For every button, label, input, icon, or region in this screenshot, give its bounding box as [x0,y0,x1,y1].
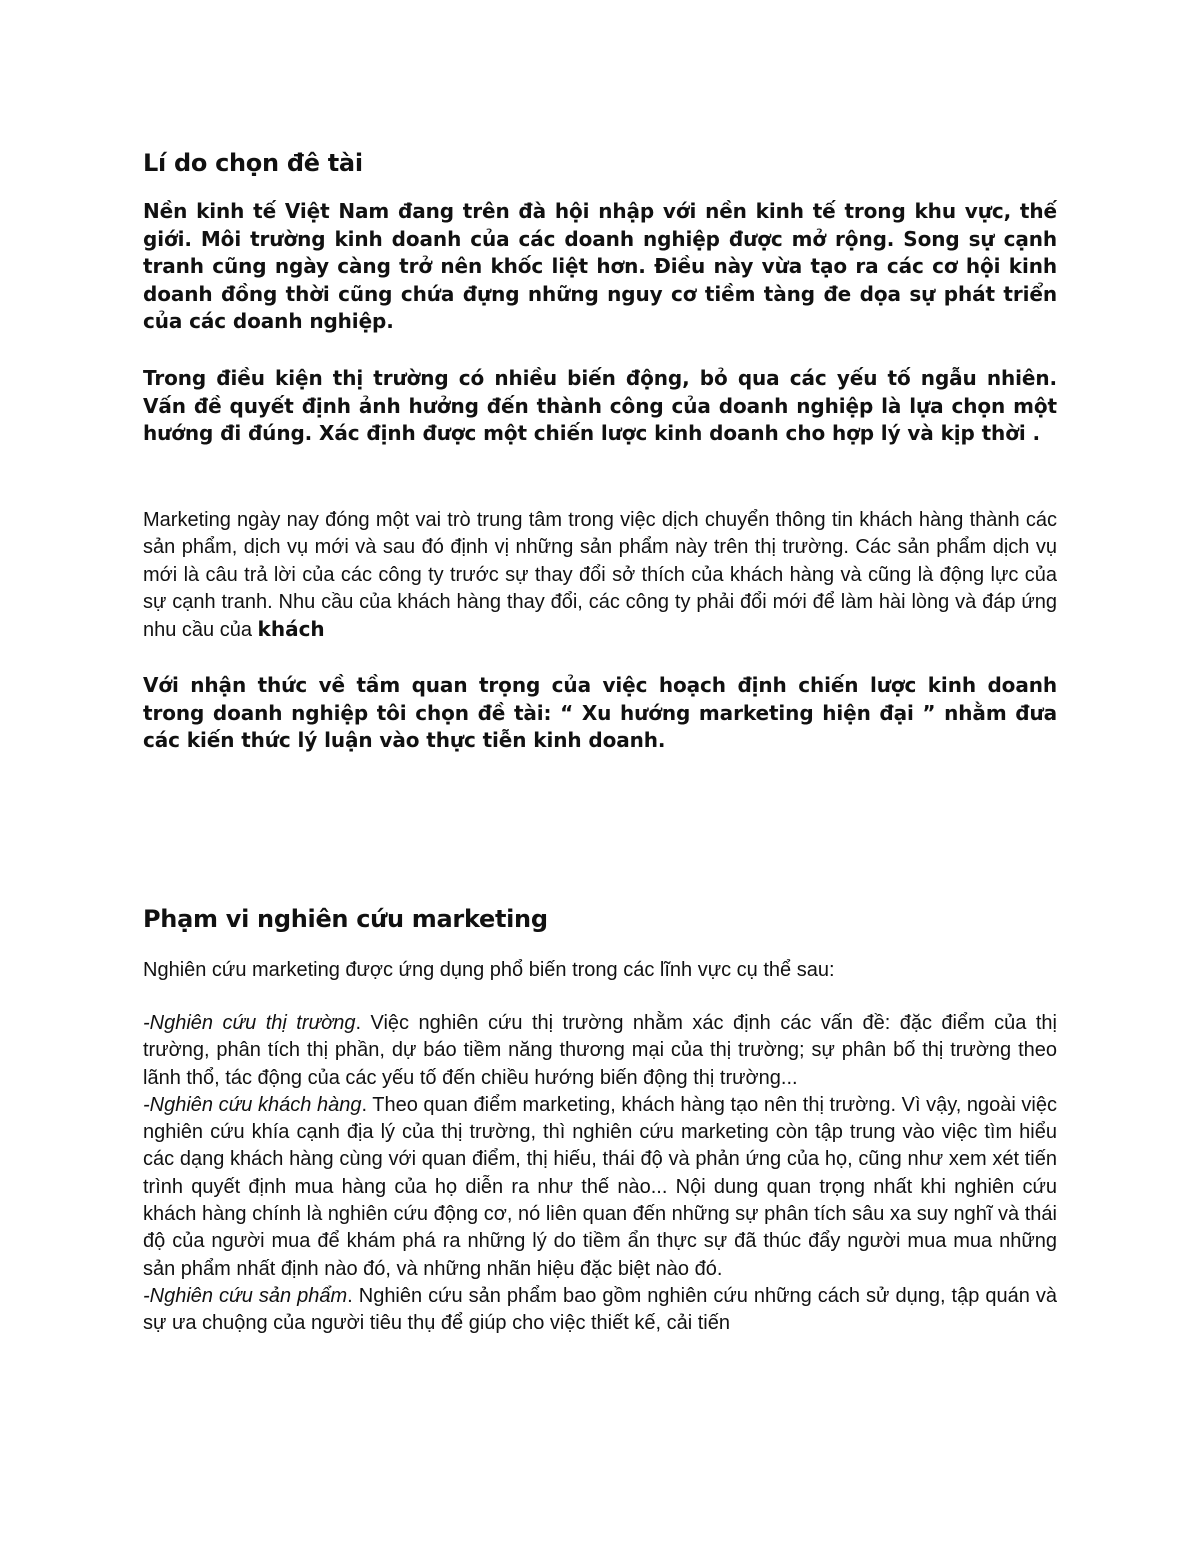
list-item-label: -Nghiên cứu thị trường [143,1012,356,1034]
paragraph-scope-intro: Nghiên cứu marketing được ứng dụng phổ biến trong các lĩnh vực cụ thể sau: [143,959,835,981]
paragraph-marketing-role [143,507,1057,644]
paragraph-topic-choice: Với nhận thức về tầm quan trọng của việc hoạch định chiến lược kinh doanh trong doanh nghiệp tôi chọn đề tài: “ Xu hướng marketing hiện đại ” nhằm đưa các kiến thức lý luận vào thực tiễn kinh doanh. [143,673,1057,752]
list-item-text: . Việc nghiên cứu thị trường nhằm xác định các vấn đề: đặc điểm của thị trường, phân tích thị phần, dự báo tiềm năng thương mại của thị trường; sự phân bố thị trường theo lãnh thổ, tác động của các yếu tố đến chiều hướng biến động thị trường... [143,1012,1057,1089]
paragraph-marketing-role-bold-tail: khách [257,617,325,642]
paragraph-economy: Nền kinh tế Việt Nam đang trên đà hội nhập với nền kinh tế trong khu vực, thế giới. Môi trường kinh doanh của các doanh nghiệp được mở rộng. Song sự cạnh tranh cũng ngày càng trở nên khốc liệt hơn. Điều này vừa tạo ra các cơ hội kinh doanh đồng thời cũng chứa đựng những nguy cơ tiềm tàng đe dọa sự phát triển của các doanh nghiệp. [143,199,1057,333]
section-heading-scope: Phạm vi nghiên cứu marketing [143,905,548,933]
list-item-label: -Nghiên cứu khách hàng [143,1093,362,1116]
list-item-customer-research [143,1092,1057,1283]
scope-list [143,1010,1057,1338]
paragraph-market-conditions: Trong điều kiện thị trường có nhiều biến động, bỏ qua các yếu tố ngẫu nhiên. Vấn đề quyết định ảnh hưởng đến thành công của doanh nghiệp là lựa chọn một hướng đi đúng. Xác định được một chiến lược kinh doanh cho hợp lý và kịp thời . [143,366,1057,445]
list-item-label: -Nghiên cứu sản phẩm [143,1284,348,1307]
list-item-product-research [143,1283,1057,1338]
list-item-text: . Theo quan điểm marketing, khách hàng tạo nên thị trường. Vì vậy, ngoài việc nghiên cứu khía cạnh địa lý của thị trường, thì nghiên cứu marketing còn tập trung vào việc tìm hiểu các dạng khách hàng cùng với quan điểm, thị hiếu, thái độ và phản ứng của họ, cũng như xem xét tiến trình quyết định mua hàng của họ diễn ra như thế nào... Nội dung quan trọng nhất khi nghiên cứu khách hàng chính là nghiên cứu động cơ, nó liên quan đến những sự phân tích sâu xa suy nghĩ và thái độ của người mua để khám phá ra những lý do tiềm ẩn thực sự đã thúc đẩy người mua mua những sản phẩm nhất định nào đó, và những nhãn hiệu đặc biệt nào đó. [143,1093,1057,1280]
list-item-market-research [143,1010,1057,1092]
paragraph-marketing-role-text: Marketing ngày nay đóng một vai trò trung tâm trong việc dịch chuyển thông tin khách hàng thành các sản phẩm, dịch vụ mới và sau đó định vị những sản phẩm này trên thị trường. Các sản phẩm dịch vụ mới là câu trả lời của các công ty trước sự thay đổi sở thích của khách hàng và cũng là động lực của sự cạnh tranh. Nhu cầu của khách hàng thay đổi, các công ty phải đổi mới để làm hài lòng và đáp ứng nhu cầu của [143,509,1057,642]
section-heading-reason: Lí do chọn đê tài [143,149,363,177]
list-item-text: . Nghiên cứu sản phẩm bao gồm nghiên cứu những cách sử dụng, tập quán và sự ưa chuộng của người tiêu thụ để giúp cho việc thiết kế, cải tiến [143,1284,1057,1335]
